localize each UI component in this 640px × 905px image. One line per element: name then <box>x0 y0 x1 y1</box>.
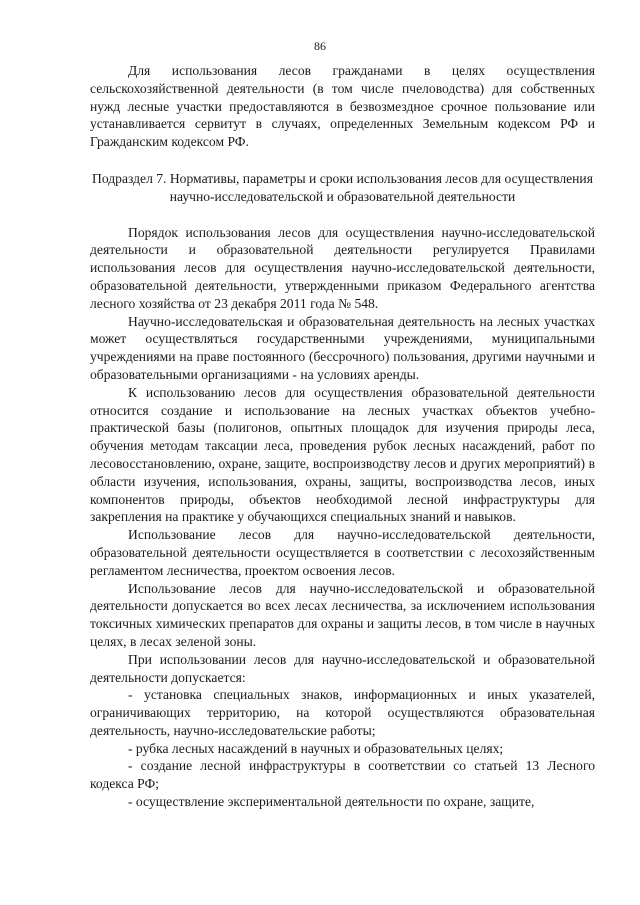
list-item-infrastructure: - создание лесной инфраструктуры в соответствии со статьей 13 Лесного кодекса РФ; <box>90 758 595 792</box>
paragraph-educational-activity: К использованию лесов для осуществления образовательной деятельности относится создание и использование на лесных участках объектов учебно-практической базы (полигонов, опытных площадок для изучения природы леса, обучения методам таксации леса, проведения рубок лесных насаждений, работ по лесовосстановлению, охране, защите, воспроизводству лесов и других мероприятий) в области изучения, использования, охраны, защиты, воспроизводства лесов, иных компонентов природы, объектов необходимой лесной инфраструктуры для закрепления на практике у обучающихся специальных знаний и навыков. <box>90 384 595 525</box>
page-number: 86 <box>314 39 326 53</box>
intro-paragraph: Для использования лесов гражданами в целях осуществления сельскохозяйственной деятельности (в том числе пчеловодства) для собственных нужд лесные участки предоставляются в безвозмездное срочное пользование или устанавливается сервитут в случаях, определенных Земельным кодексом РФ и Гражданским кодексом РФ. <box>90 63 595 150</box>
list-item-experimental: - осуществление экспериментальной деятельности по охране, защите, <box>128 794 535 810</box>
document-body <box>90 62 595 811</box>
paragraph-permitted-intro: При использовании лесов для научно-исследовательской и образовательной деятельности допускается: <box>90 651 595 685</box>
list-item-signs: - установка специальных знаков, информационных и иных указателей, ограничивающих территорию, на которой осуществляются образовательная деятельность, научно-исследовательские работы; <box>90 687 595 738</box>
paragraph-who-may-conduct: Научно-исследовательская и образовательная деятельность на лесных участках может осуществляться государственными учреждениями, муниципальными учреждениями на праве постоянного (бессрочного) пользования, другими научными и образовательными организациями - на условиях аренды. <box>90 313 595 382</box>
subsection-title: Подраздел 7. Нормативы, параметры и сроки использования лесов для осуществления научно-исследовательской и образовательной деятельности <box>92 170 593 204</box>
paragraph-compliance: Использование лесов для научно-исследовательской деятельности, образовательной деятельности осуществляется в соответствии с лесохозяйственным регламентом лесничества, проектом освоения лесов. <box>90 527 595 578</box>
list-item-felling: - рубка лесных насаждений в научных и образовательных целях; <box>128 740 504 756</box>
paragraph-order-of-use: Порядок использования лесов для осуществления научно-исследовательской деятельности и образовательной деятельности регулируется Правилами использования лесов для осуществления научно-исследовательской деятельности, образовательной деятельности, утвержденными приказом Федерального агентства лесного хозяйства от 23 декабря 2011 года № 548. <box>90 224 595 311</box>
paragraph-permitted-forests: Использование лесов для научно-исследовательской и образовательной деятельности допускается во всех лесах лесничества, за исключением использования токсичных химических препаратов для охраны и защиты лесов, в том числе в научных целях, в лесах зеленой зоны. <box>90 580 595 649</box>
